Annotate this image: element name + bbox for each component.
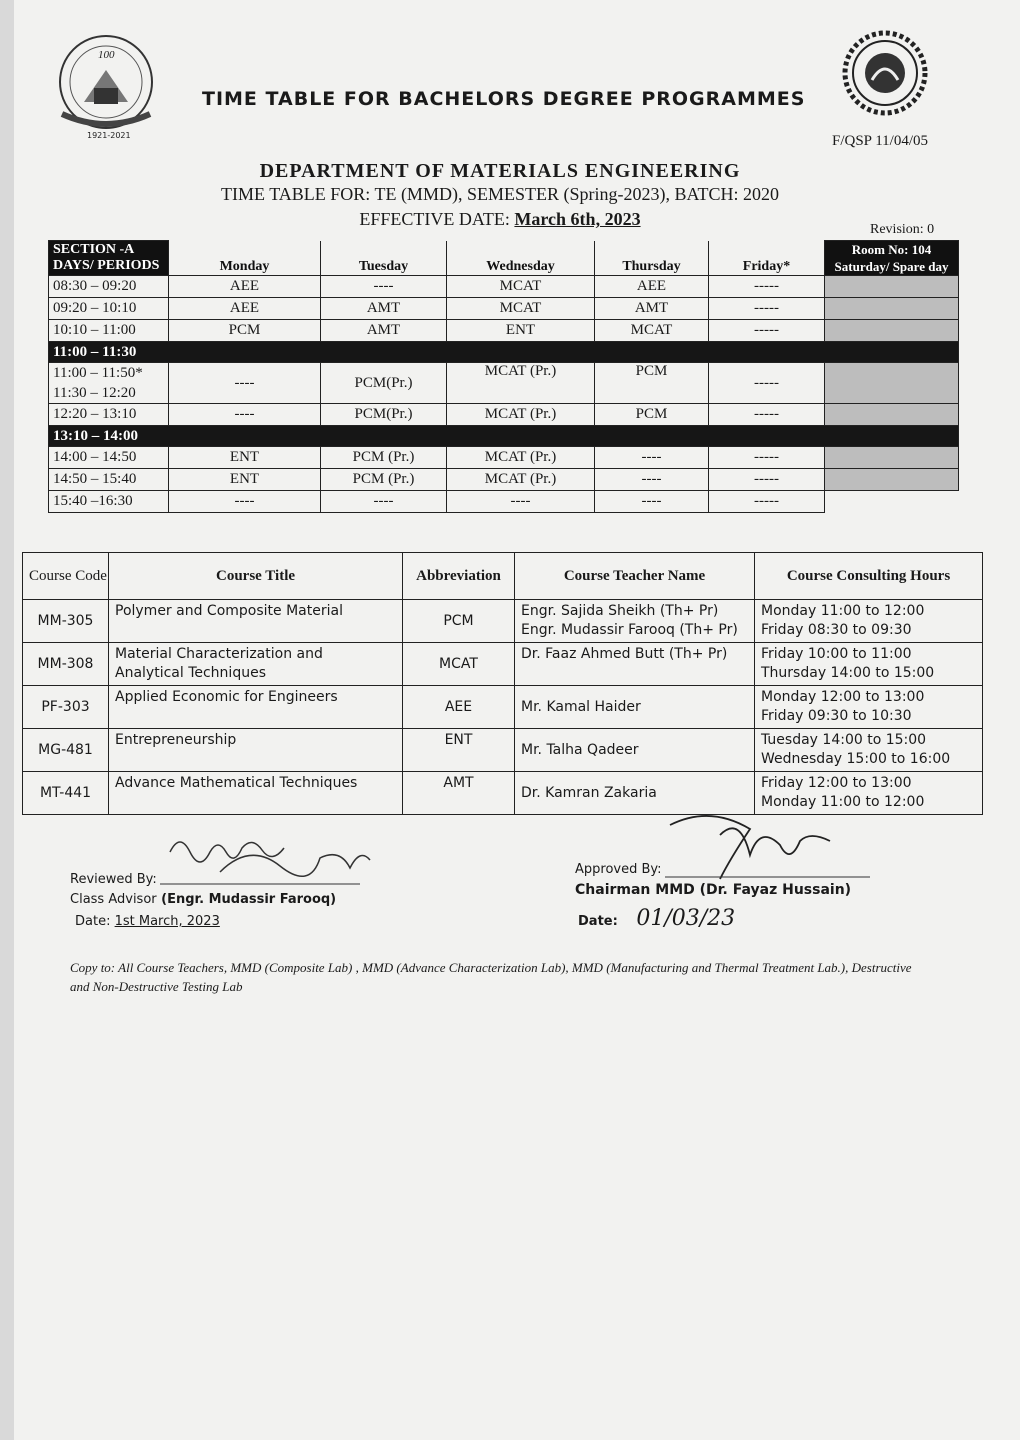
- hours-line: Tuesday 14:00 to 15:00: [761, 732, 927, 748]
- course-title: Entrepreneurship: [109, 729, 403, 772]
- spare-cell: [825, 320, 959, 342]
- table-row: [23, 729, 983, 772]
- class-cell: ----: [169, 491, 321, 513]
- course-code: MG-481: [23, 729, 109, 772]
- course-abbr: AEE: [403, 686, 515, 729]
- class-cell: ----: [169, 404, 321, 426]
- hours-line: Friday 09:30 to 10:30: [761, 708, 912, 724]
- class-cell: MCAT (Pr.): [447, 469, 595, 491]
- class-cell: -----: [709, 298, 825, 320]
- approve-date: [578, 906, 735, 931]
- period-cell: [49, 363, 169, 404]
- course-title-header: Course Title: [109, 553, 403, 600]
- day-header: Monday: [169, 241, 321, 276]
- table-row: [23, 686, 983, 729]
- spare-cell: [825, 491, 959, 513]
- table-row: [49, 363, 959, 404]
- class-cell: PCM (Pr.): [321, 469, 447, 491]
- class-cell: AMT: [321, 298, 447, 320]
- effective-date-value: March 6th, 2023: [514, 209, 641, 229]
- teacher-line: Mr. Talha Qadeer: [521, 741, 639, 758]
- hours-line: Friday 08:30 to 09:30: [761, 622, 912, 638]
- break-row: [49, 342, 959, 363]
- table-row: [49, 320, 959, 342]
- table-row: [49, 447, 959, 469]
- class-cell: PCM: [595, 363, 709, 404]
- period-a: 11:00 – 11:50*: [53, 365, 143, 381]
- svg-text:1921-2021: 1921-2021: [87, 131, 131, 140]
- room-number: Room No: 104: [851, 242, 932, 257]
- document-title: TIME TABLE FOR BACHELORS DEGREE PROGRAMMES: [202, 88, 806, 110]
- course-title: Polymer and Composite Material: [109, 600, 403, 643]
- class-advisor-name: (Engr. Mudassir Farooq): [161, 892, 337, 907]
- class-cell: AEE: [595, 276, 709, 298]
- hours-line: Monday 11:00 to 12:00: [761, 794, 925, 810]
- class-cell: AEE: [169, 298, 321, 320]
- hours-line: Friday 12:00 to 13:00: [761, 775, 912, 791]
- day-header: Thursday: [595, 241, 709, 276]
- course-abbr: ENT: [403, 729, 515, 772]
- course-abbr: MCAT: [403, 643, 515, 686]
- course-title: Advance Mathematical Techniques: [109, 772, 403, 815]
- class-cell: MCAT: [447, 298, 595, 320]
- course-table: [22, 552, 983, 815]
- teacher-line: Mr. Kamal Haider: [521, 698, 641, 715]
- break-row: [49, 426, 959, 447]
- hours-line: Wednesday 15:00 to 16:00: [761, 751, 951, 767]
- review-date-label: Date:: [75, 914, 111, 929]
- spare-cell: [825, 276, 959, 298]
- spare-cell: [825, 298, 959, 320]
- course-abbr: AMT: [403, 772, 515, 815]
- course-code: PF-303: [23, 686, 109, 729]
- course-teacher: [515, 729, 755, 772]
- course-teacher: [515, 686, 755, 729]
- class-cell: PCM: [595, 404, 709, 426]
- class-cell: PCM(Pr.): [321, 404, 447, 426]
- university-seal-logo: [842, 30, 928, 116]
- course-code: MM-305: [23, 600, 109, 643]
- table-row: [49, 298, 959, 320]
- department-name: DEPARTMENT OF MATERIALS ENGINEERING: [259, 160, 741, 182]
- class-cell: ----: [169, 363, 321, 404]
- course-title: Applied Economic for Engineers: [109, 686, 403, 729]
- period-cell: 10:10 – 11:00: [49, 320, 169, 342]
- class-cell: AEE: [169, 276, 321, 298]
- spare-cell: [825, 469, 959, 491]
- class-cell: -----: [709, 276, 825, 298]
- period-cell: 15:40 –16:30: [49, 491, 169, 513]
- course-abbr: PCM: [403, 600, 515, 643]
- review-date: [75, 914, 220, 929]
- table-row: [23, 643, 983, 686]
- effective-date: [0, 209, 1000, 230]
- period-cell: 08:30 – 09:20: [49, 276, 169, 298]
- form-code: F/QSP 11/04/05: [832, 133, 928, 149]
- course-code-header: Course Code: [23, 553, 109, 600]
- course-teacher: [515, 643, 755, 686]
- period-cell: 09:20 – 10:10: [49, 298, 169, 320]
- revision: Revision: 0: [870, 222, 935, 237]
- class-cell: PCM (Pr.): [321, 447, 447, 469]
- period-cell: 14:00 – 14:50: [49, 447, 169, 469]
- spare-cell: [825, 447, 959, 469]
- consulting-hours: [755, 729, 983, 772]
- consulting-hours: [755, 600, 983, 643]
- reviewed-by-label: Reviewed By:: [70, 872, 157, 887]
- class-cell: ----: [447, 491, 595, 513]
- course-code: MT-441: [23, 772, 109, 815]
- class-advisor-label: Class Advisor: [70, 892, 157, 907]
- class-cell: ----: [321, 491, 447, 513]
- teacher-line: Dr. Faaz Ahmed Butt (Th+ Pr): [521, 646, 728, 662]
- period-cell: 14:50 – 15:40: [49, 469, 169, 491]
- class-cell: ENT: [447, 320, 595, 342]
- table-row: [49, 469, 959, 491]
- class-cell: AMT: [321, 320, 447, 342]
- class-cell: -----: [709, 320, 825, 342]
- class-cell: MCAT: [595, 320, 709, 342]
- spare-day-label: Saturday/ Spare day: [834, 259, 949, 274]
- consulting-hours: [755, 643, 983, 686]
- class-cell: -----: [709, 363, 825, 404]
- day-header: Friday*: [709, 241, 825, 276]
- table-row: [49, 491, 959, 513]
- class-cell: PCM: [169, 320, 321, 342]
- approve-date-handwritten: 01/03/23: [636, 906, 736, 931]
- room-header: [825, 241, 959, 276]
- section-label: SECTION -A: [53, 242, 135, 257]
- course-teacher: [515, 600, 755, 643]
- class-cell: MCAT (Pr.): [447, 363, 595, 404]
- approver-signature: [660, 805, 880, 885]
- teacher-line: Engr. Mudassir Farooq (Th+ Pr): [521, 622, 738, 638]
- table-row: [49, 276, 959, 298]
- day-header: Wednesday: [447, 241, 595, 276]
- table-row: [49, 404, 959, 426]
- timetable: [48, 240, 959, 513]
- approved-by-label: Approved By:: [575, 862, 662, 877]
- course-code: MM-308: [23, 643, 109, 686]
- class-cell: -----: [709, 469, 825, 491]
- teacher-line: Dr. Kamran Zakaria: [521, 784, 657, 801]
- university-centenary-logo: [54, 30, 158, 140]
- day-header: Tuesday: [321, 241, 447, 276]
- section-header: [49, 241, 169, 276]
- timetable-for: TIME TABLE FOR: TE (MMD), SEMESTER (Spring-2023), BATCH: 2020: [221, 184, 779, 204]
- hours-line: Monday 12:00 to 13:00: [761, 689, 925, 705]
- break-label: 13:10 – 14:00: [49, 426, 959, 447]
- svg-text:100: 100: [98, 49, 115, 61]
- approve-date-label: Date:: [578, 914, 618, 929]
- consulting-hours: [755, 686, 983, 729]
- class-cell: AMT: [595, 298, 709, 320]
- class-cell: MCAT: [447, 276, 595, 298]
- consulting-hours-header: Course Consulting Hours: [755, 553, 983, 600]
- class-advisor: [70, 892, 336, 907]
- class-cell: ----: [595, 491, 709, 513]
- days-periods-label: DAYS/ PERIODS: [53, 258, 160, 273]
- spare-cell: [825, 404, 959, 426]
- review-date-value: 1st March, 2023: [114, 914, 220, 929]
- course-title: Material Characterization and Analytical Techniques: [109, 643, 403, 686]
- teacher-line: Engr. Sajida Sheikh (Th+ Pr): [521, 603, 719, 619]
- class-cell: ENT: [169, 447, 321, 469]
- class-cell: ----: [321, 276, 447, 298]
- hours-line: Friday 10:00 to 11:00: [761, 646, 912, 662]
- class-cell: ----: [595, 469, 709, 491]
- period-cell: 12:20 – 13:10: [49, 404, 169, 426]
- class-cell: PCM(Pr.): [321, 363, 447, 404]
- class-cell: -----: [709, 404, 825, 426]
- hours-line: Monday 11:00 to 12:00: [761, 603, 925, 619]
- teacher-header: Course Teacher Name: [515, 553, 755, 600]
- class-cell: ENT: [169, 469, 321, 491]
- class-cell: -----: [709, 447, 825, 469]
- class-cell: -----: [709, 491, 825, 513]
- hours-line: Thursday 14:00 to 15:00: [761, 665, 935, 681]
- copy-to-note: Copy to: All Course Teachers, MMD (Composite Lab) , MMD (Advance Characterization Lab), MMD (Manufacturing and Thermal Treatment Lab.), Destructive and Non-Destructive Testing Lab: [70, 960, 912, 994]
- reviewer-signature: [160, 812, 390, 892]
- class-cell: MCAT (Pr.): [447, 447, 595, 469]
- table-row: [23, 600, 983, 643]
- break-label: 11:00 – 11:30: [49, 342, 959, 363]
- spare-cell: [825, 363, 959, 404]
- class-cell: MCAT (Pr.): [447, 404, 595, 426]
- effective-date-label: EFFECTIVE DATE:: [359, 209, 515, 229]
- abbreviation-header: Abbreviation: [403, 553, 515, 600]
- period-b: 11:30 – 12:20: [53, 385, 136, 401]
- chairman-name: Chairman MMD (Dr. Fayaz Hussain): [575, 882, 852, 898]
- class-cell: ----: [595, 447, 709, 469]
